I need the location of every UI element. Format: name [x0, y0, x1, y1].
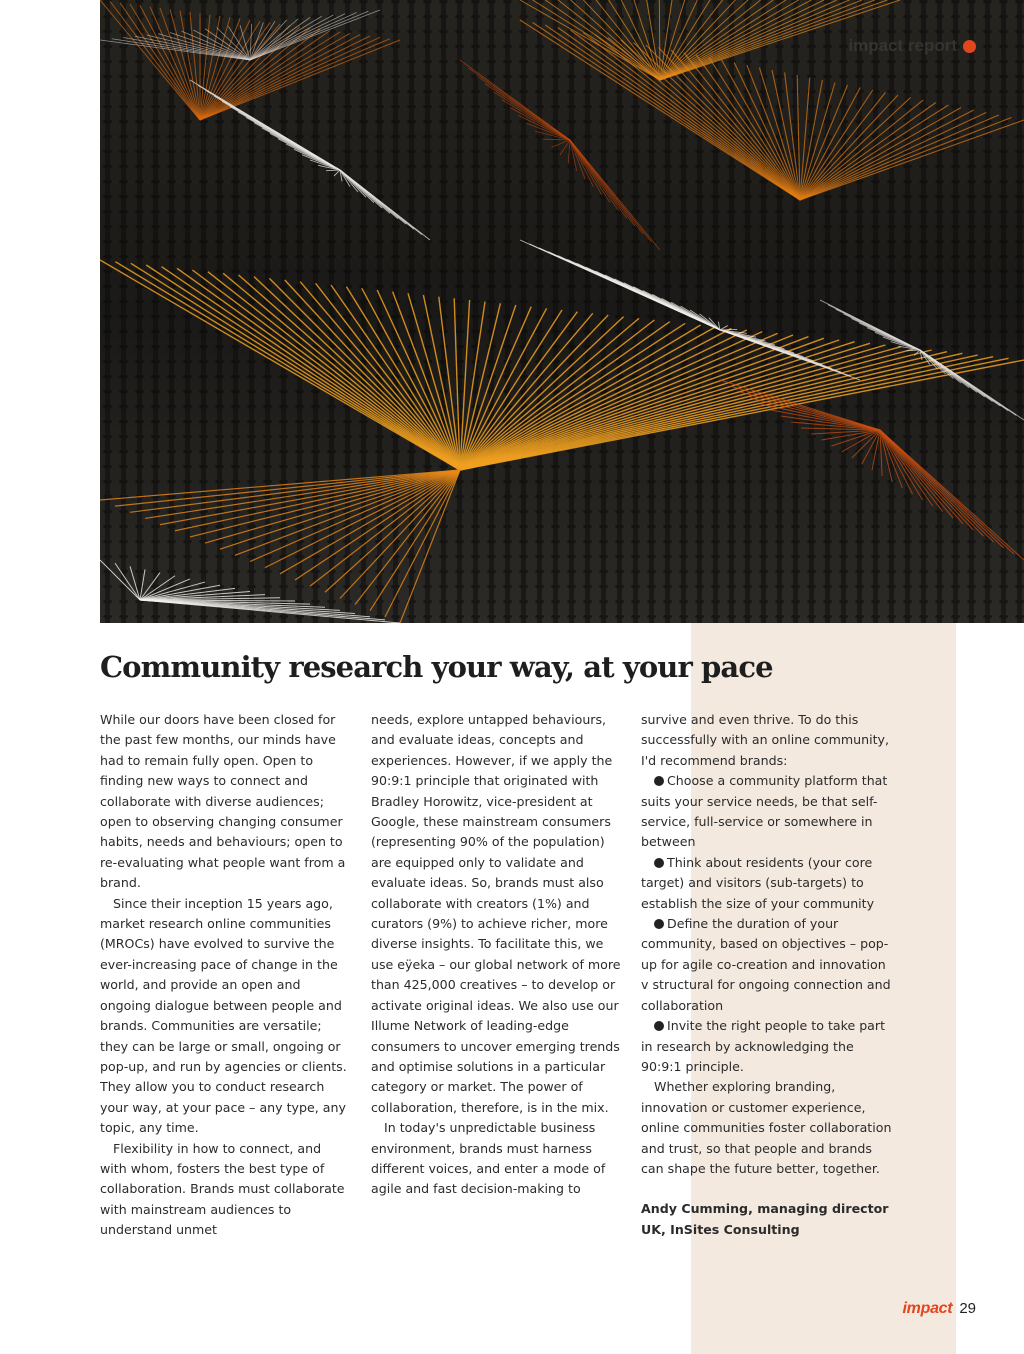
article-column-3 — [641, 710, 893, 1240]
string-art-photo — [100, 0, 1024, 623]
section-tag-label: impact report — [848, 36, 957, 55]
section-tag — [848, 36, 976, 56]
bullet-text: Choose a community platform that suits your service needs, be that self-service, full-service or somewhere in between — [641, 773, 888, 850]
bullet-icon — [654, 776, 664, 786]
page-footer — [903, 1300, 976, 1318]
bullet-text: Think about residents (your core target) and visitors (sub-targets) to establish the size of your community — [641, 854, 875, 911]
page-number: 29 — [959, 1300, 976, 1317]
bullet-item — [641, 853, 893, 914]
article-column-1 — [100, 710, 350, 1241]
article-column-2 — [371, 710, 621, 1200]
bullet-item — [641, 914, 893, 1016]
paragraph: survive and even thrive. To do this successfully with an online community, I'd recommend brands: — [641, 712, 889, 768]
bullet-item — [641, 1016, 893, 1077]
bullet-text: Invite the right people to take part in research by acknowledging the 90:9:1 principle. — [641, 1018, 886, 1074]
paragraph: In today's unpredictable business environment, brands must harness different voices, and enter a mode of agile and fast decision-making to — [371, 1120, 606, 1197]
hero-image — [100, 0, 1024, 623]
paragraph: needs, explore untapped behaviours, and evaluate ideas, concepts and experiences. However, if we apply the 90:9:1 principle that originated with Bradley Horowitz, vice-president at Google, these mainstream consumers (representing 90% of the population) are equipped only to validate and evaluate ideas. So, brands must also collaborate with creators (1%) and curators (9%) to achieve richer, more diverse insights. To facilitate this, we use eÿeka – our global network of more than 425,000 creatives – to develop or activate original ideas. We also use our Illume Network of leading-edge consumers to uncover emerging trends and optimise solutions in a particular category or market. The power of collaboration, therefore, is in the mix. — [371, 712, 621, 1115]
paragraph: While our doors have been closed for the past few months, our minds have had to remain fully open. Open to finding new ways to connect and collaborate with diverse audiences; open to observing changing consumer habits, needs and behaviours; open to re-evaluating what people want from a brand. — [100, 712, 346, 891]
bullet-item — [641, 771, 893, 853]
bullet-icon — [654, 1021, 664, 1031]
bullet-icon — [654, 919, 664, 929]
accent-dot-icon — [963, 40, 976, 53]
bullet-icon — [654, 858, 664, 868]
paragraph: Flexibility in how to connect, and with whom, fosters the best type of collaboration. Brands must collaborate with mainstream audiences to understand unmet — [100, 1140, 345, 1238]
paragraph: Whether exploring branding, innovation or customer experience, online communities foster collaboration and trust, so that people and brands can shape the future better, together. — [641, 1079, 892, 1176]
paragraph: Since their inception 15 years ago, market research online communities (MROCs) have evolved to survive the ever-increasing pace of change in the world, and provide an open and ongoing dialogue between people and brands. Communities are versatile; they can be large or small, ongoing or pop-up, and run by agencies or clients. They allow you to conduct research your way, at your pace – any type, any topic, any time. — [100, 895, 347, 1136]
article-title: Community research your way, at your pace — [100, 650, 773, 684]
footer-brand-logo: impact — [902, 1300, 953, 1317]
bullet-text: Define the duration of your community, based on objectives – pop-up for agile co-creation and innovation v structural for ongoing connection and collaboration — [641, 916, 891, 1013]
author-byline: Andy Cumming, managing director UK, InSites Consulting — [641, 1201, 889, 1237]
